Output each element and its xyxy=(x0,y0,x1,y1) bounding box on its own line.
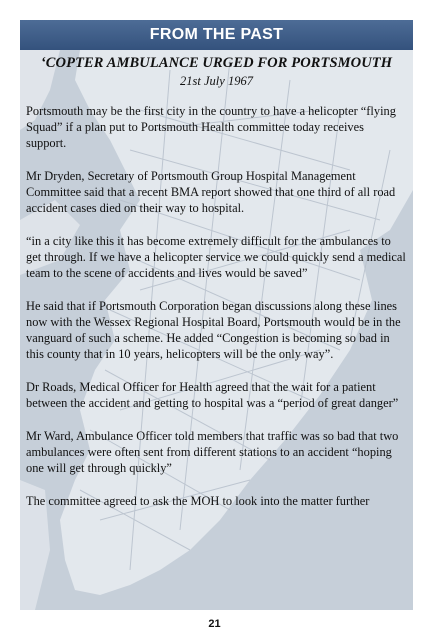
article-paragraph: Mr Ward, Ambulance Officer told members that traffic was so bad that two ambulances were often sent from different stations to an accident “hoping one will get through quickly” xyxy=(26,429,399,475)
page-number: 21 xyxy=(208,618,221,630)
article-paragraph: Dr Roads, Medical Officer for Health agreed that the wait for a patient between the accident and getting to hospital was a “period of great danger” xyxy=(26,380,399,410)
article-panel xyxy=(20,50,413,610)
article-paragraph: He said that if Portsmouth Corporation began discussions along these lines now with the Wessex Regional Hospital Board, Portsmouth would be in the vanguard of such a scheme. He added “Congestion is becoming so bad in this county that in 10 years, helicopters will be the only way”. xyxy=(26,299,401,361)
article-paragraph: Mr Dryden, Secretary of Portsmouth Group Hospital Management Committee said that a recent BMA report showed that one third of all road accident cases died on their way to hospital. xyxy=(26,169,396,215)
article-date: 21st July 1967 xyxy=(180,74,253,88)
article-headline: ‘COPTER AMBULANCE URGED FOR PORTSMOUTH xyxy=(40,55,393,71)
article-paragraph: Portsmouth may be the first city in the country to have a helicopter “flying Squad” if a plan put to Portsmouth Health committee today receives support. xyxy=(26,104,396,150)
section-header: FROM THE PAST xyxy=(20,20,413,50)
article-paragraph: The committee agreed to ask the MOH to look into the matter further xyxy=(26,494,370,508)
article-paragraph: “in a city like this it has become extremely difficult for the ambulances to get through. If we have a helicopter service we could quickly send a medical team to the scene of accidents and lives would be saved” xyxy=(26,234,406,280)
article-body xyxy=(20,50,413,610)
